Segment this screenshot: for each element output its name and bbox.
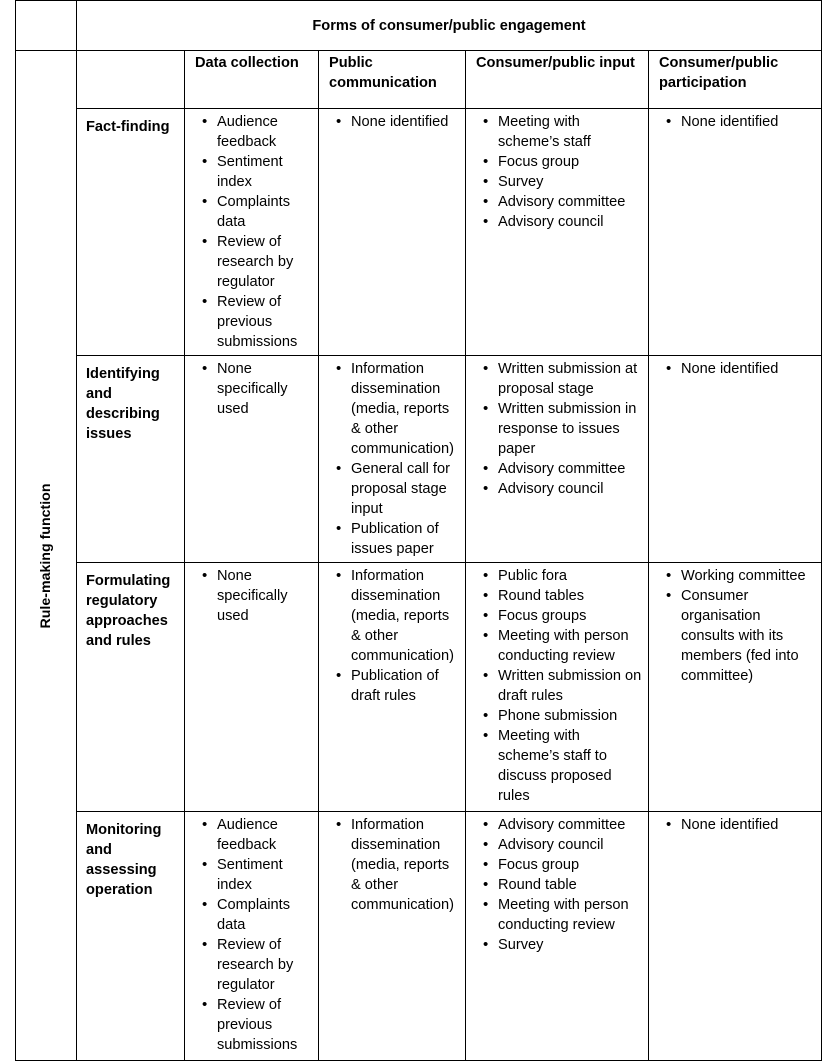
list-item: • Complaints data bbox=[185, 895, 314, 935]
list-item: • Advisory council bbox=[466, 212, 644, 232]
list-item: • Advisory committee bbox=[466, 815, 644, 835]
column-header: Consumer/public participation bbox=[649, 51, 822, 109]
table-title: Forms of consumer/public engagement bbox=[77, 1, 822, 51]
list-item: • None identified bbox=[649, 359, 817, 379]
list-item: • Publication of draft rules bbox=[319, 666, 461, 706]
list-item: • Advisory committee bbox=[466, 459, 644, 479]
bullet-list bbox=[319, 112, 461, 132]
list-item: • Consumer organisation consults with its members (fed into committee) bbox=[649, 586, 817, 686]
table-row bbox=[16, 812, 822, 1061]
table-cell bbox=[319, 356, 466, 563]
bullet-list bbox=[649, 815, 817, 835]
list-item: • Written submission at proposal stage bbox=[466, 359, 644, 399]
list-item: • Publication of issues paper bbox=[319, 519, 461, 559]
bullet-list bbox=[319, 359, 461, 559]
bullet-list bbox=[466, 359, 644, 499]
table-row bbox=[16, 356, 822, 563]
list-item: • Written submission in response to issues paper bbox=[466, 399, 644, 459]
list-item: • None identified bbox=[319, 112, 461, 132]
list-item: • Complaints data bbox=[185, 192, 314, 232]
table-cell bbox=[185, 109, 319, 356]
table-cell bbox=[466, 812, 649, 1061]
list-item: • Review of research by regulator bbox=[185, 232, 314, 292]
list-item: • Advisory council bbox=[466, 835, 644, 855]
list-item: • Review of previous submissions bbox=[185, 995, 314, 1055]
row-header: Identifying and describing issues bbox=[77, 356, 185, 563]
list-item: • Information dissemination (media, reports & other communication) bbox=[319, 359, 461, 459]
table-row bbox=[16, 109, 822, 356]
table-cell bbox=[185, 563, 319, 812]
list-item: • Focus group bbox=[466, 855, 644, 875]
table-cell bbox=[319, 109, 466, 356]
column-header: Consumer/public input bbox=[466, 51, 649, 109]
list-item: • Written submission on draft rules bbox=[466, 666, 644, 706]
list-item: • Focus group bbox=[466, 152, 644, 172]
corner-cell bbox=[16, 1, 77, 51]
list-item: • None identified bbox=[649, 112, 817, 132]
table-cell bbox=[185, 356, 319, 563]
list-item: • Audience feedback bbox=[185, 815, 314, 855]
list-item: • None specifically used bbox=[185, 566, 314, 626]
bullet-list bbox=[185, 815, 314, 1055]
table-cell bbox=[466, 109, 649, 356]
list-item: • Advisory council bbox=[466, 479, 644, 499]
list-item: • None identified bbox=[649, 815, 817, 835]
list-item: • Meeting with scheme’s staff to discuss proposed rules bbox=[466, 726, 644, 806]
bullet-list bbox=[466, 112, 644, 232]
bullet-list bbox=[649, 112, 817, 132]
list-item: • Survey bbox=[466, 172, 644, 192]
side-header-cell bbox=[16, 51, 77, 1061]
table-cell bbox=[466, 563, 649, 812]
list-item: • Focus groups bbox=[466, 606, 644, 626]
list-item: • Audience feedback bbox=[185, 112, 314, 152]
list-item: • None specifically used bbox=[185, 359, 314, 419]
list-item: • Working committee bbox=[649, 566, 817, 586]
bullet-list bbox=[185, 359, 314, 419]
table-cell bbox=[649, 563, 822, 812]
table-cell bbox=[466, 356, 649, 563]
row-header: Fact-finding bbox=[77, 109, 185, 356]
list-item: • Round tables bbox=[466, 586, 644, 606]
list-item: • Sentiment index bbox=[185, 152, 314, 192]
list-item: • Meeting with person conducting review bbox=[466, 626, 644, 666]
list-item: • Sentiment index bbox=[185, 855, 314, 895]
list-item: • Meeting with person conducting review bbox=[466, 895, 644, 935]
list-item: • Meeting with scheme’s staff bbox=[466, 112, 644, 152]
table-cell bbox=[185, 812, 319, 1061]
bullet-list bbox=[649, 359, 817, 379]
bullet-list bbox=[466, 566, 644, 806]
list-item: • General call for proposal stage input bbox=[319, 459, 461, 519]
list-item: • Review of previous submissions bbox=[185, 292, 314, 352]
list-item: • Survey bbox=[466, 935, 644, 955]
engagement-table bbox=[15, 0, 822, 1061]
list-item: • Review of research by regulator bbox=[185, 935, 314, 995]
column-header: Public communication bbox=[319, 51, 466, 109]
list-item: • Phone submission bbox=[466, 706, 644, 726]
table-cell bbox=[649, 812, 822, 1061]
table-row bbox=[16, 563, 822, 812]
bullet-list bbox=[185, 566, 314, 626]
side-label: Rule-making function bbox=[38, 482, 54, 629]
list-item: • Round table bbox=[466, 875, 644, 895]
bullet-list bbox=[319, 815, 461, 915]
table-cell bbox=[319, 812, 466, 1061]
table-cell bbox=[319, 563, 466, 812]
bullet-list bbox=[649, 566, 817, 686]
row-header: Monitoring and assessing operation bbox=[77, 812, 185, 1061]
bullet-list bbox=[466, 815, 644, 955]
column-header: Data collection bbox=[185, 51, 319, 109]
bullet-list bbox=[185, 112, 314, 352]
table-cell bbox=[649, 356, 822, 563]
list-item: • Information dissemination (media, reports & other communication) bbox=[319, 815, 461, 915]
list-item: • Public fora bbox=[466, 566, 644, 586]
row-header: Formulating regulatory approaches and rules bbox=[77, 563, 185, 812]
table-cell bbox=[649, 109, 822, 356]
list-item: • Information dissemination (media, reports & other communication) bbox=[319, 566, 461, 666]
bullet-list bbox=[319, 566, 461, 706]
list-item: • Advisory committee bbox=[466, 192, 644, 212]
empty-header-cell bbox=[77, 51, 185, 109]
